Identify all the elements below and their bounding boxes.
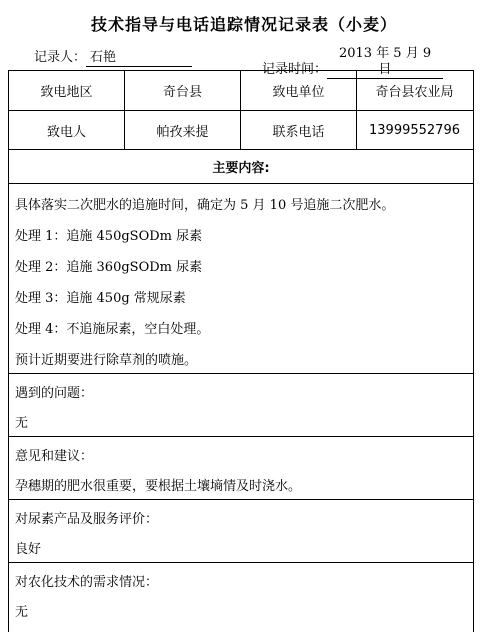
main-content-header: 主要内容: — [212, 161, 270, 176]
evaluation-label: 对尿素产品及服务评价： — [15, 512, 159, 527]
value-caller-unit: 奇台县农业局 — [375, 85, 454, 100]
needs-section — [9, 563, 473, 633]
record-time-value: 2013 年 5 月 9 日 — [327, 46, 443, 79]
problems-value: 无 — [15, 416, 29, 431]
table-row-caller-area — [9, 71, 473, 111]
recorder-field — [34, 46, 192, 67]
main-content-line: 具体落实二次肥水的追施时间，确定为 5 月 10 号追施二次肥水。 — [15, 198, 395, 213]
main-content-line: 处理 1：追施 450gSODm 尿素 — [15, 229, 203, 244]
main-content-line: 处理 3：追施 450g 常规尿素 — [15, 291, 186, 306]
value-phone: 13999552796 — [369, 122, 460, 138]
label-phone: 联系电话 — [241, 111, 357, 149]
advice-value: 孕穗期的肥水很重要，要根据土壤墒情及时浇水。 — [15, 479, 302, 494]
problems-section — [9, 374, 473, 437]
advice-label: 意见和建议： — [15, 449, 94, 464]
record-time-label: 记录时间： — [262, 62, 328, 77]
label-caller-unit: 致电单位 — [241, 71, 357, 110]
recorder-label: 记录人： — [34, 50, 87, 65]
problems-label: 遇到的问题： — [15, 386, 94, 401]
main-content-line: 处理 2：追施 360gSODm 尿素 — [15, 260, 203, 275]
main-content-header-row — [9, 150, 473, 184]
document-title: 技术指导与电话追踪情况记录表（小麦） — [90, 15, 397, 34]
recorder-value: 石艳 — [86, 50, 192, 67]
main-content-line: 预计近期要进行除草剂的喷施。 — [15, 353, 198, 368]
label-caller-area: 致电地区 — [9, 71, 125, 110]
value-caller: 帕孜来提 — [125, 111, 241, 149]
main-content-section — [9, 184, 473, 374]
value-caller-area: 奇台县 — [125, 71, 241, 110]
evaluation-value: 良好 — [15, 542, 42, 557]
main-content-line: 处理 4：不追施尿素，空白处理。 — [15, 322, 210, 337]
label-caller: 致电人 — [9, 111, 125, 149]
table-row-caller — [9, 111, 473, 150]
advice-section — [9, 437, 473, 500]
needs-label: 对农化技术的需求情况： — [15, 575, 159, 590]
evaluation-section — [9, 500, 473, 563]
record-table — [8, 70, 474, 632]
needs-value: 无 — [15, 605, 29, 620]
